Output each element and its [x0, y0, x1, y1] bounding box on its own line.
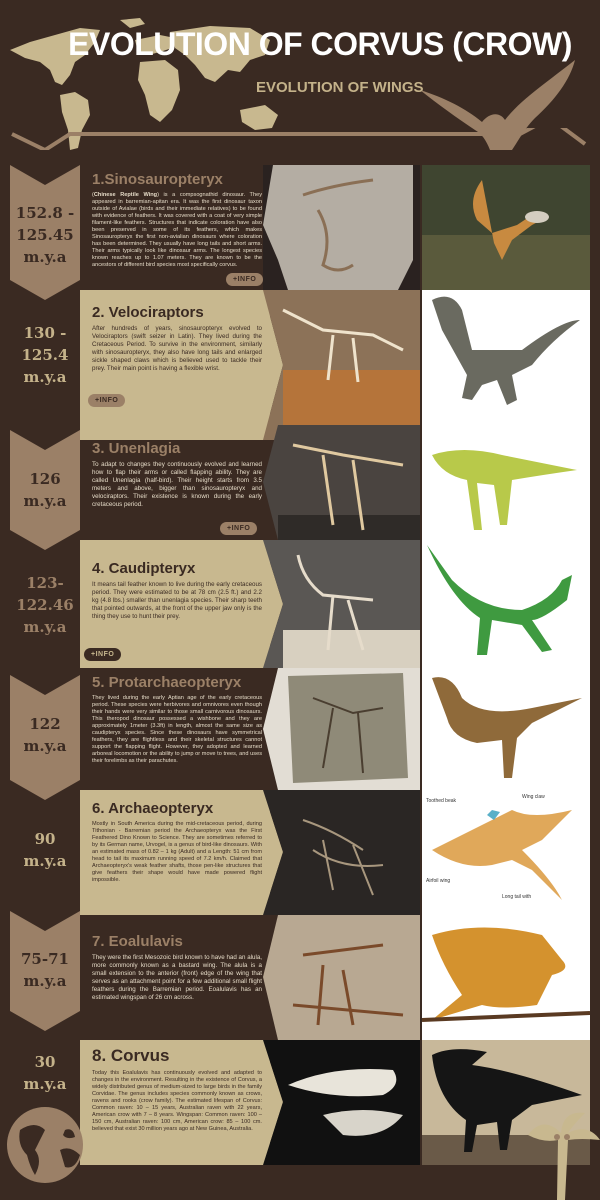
- species-description: Mostly in South America during the mid-cretaceous period, during Tithonian - Barremian period the Archaeopteryx was the First Feathered Dino Known to Science. They are sometimes referred to by its German name, Urvogel, is a genus of bird-like dinosaurs. With an estimated mass of 0.82 – 1 kg (Adult) and a Length: 51 cm from head to tail its maximum running speed of 7.2 km/h. Claimed that Archaeopteryx's weak feather shafts, those pen-like structures that give feathers their shape would have made powered flight impossible.: [92, 821, 262, 883]
- header-divider: [0, 128, 600, 150]
- species-description: After hundreds of years, sinosauropteryx evolved to Velociraptors (swift seizer in Latin). They lived during the Cretaceous Period. To survive in the environment, similarly with sinosauropteryx, they also have long tails and enlarged sickle shaped claws which is believed used to tackle their prey. Their main point is having a flexible wrist.: [92, 325, 262, 372]
- svg-text:Airfoil wing: Airfoil wing: [426, 878, 451, 884]
- species-card-6: [80, 790, 270, 915]
- era-label-7: 75-71 m.y.a: [21, 950, 69, 990]
- header: [0, 0, 600, 150]
- species-title: 5. Protarchaeopteryx: [92, 674, 242, 691]
- timeline-row-8: [80, 1040, 600, 1165]
- species-title: 2. Velociraptors: [92, 304, 204, 321]
- era-label-2: 130 - 125.4 m.y.a: [21, 324, 69, 386]
- archaeopteryx-diagram-6: [422, 790, 590, 915]
- fossil-photo-7: [263, 915, 420, 1040]
- illustration-photo-3: [422, 425, 590, 540]
- illustration-photo-2: [422, 290, 590, 440]
- species-description: It means tail feather known to live during the early cretaceous period. They were estimated to be at 78 cm (2.5 ft.) and 2.2 kg (4.8 lbs.) smaller than unenlagia species. Their sharp teeth that pointed outwards, at the front of the upper jaw only is the thing they use to hunt their prey.: [92, 581, 262, 620]
- skeleton-photo-2: [263, 290, 420, 440]
- timeline-row-1: [80, 165, 600, 290]
- timeline-row-2: [80, 290, 600, 440]
- era-label-3: 126 m.y.a: [23, 470, 67, 510]
- species-card-4: [80, 540, 270, 668]
- species-description: (Chinese Reptile Wing) is a compsognathid dinosaur. They appeared in barremian-apitan era. It was the first dinosaur taxon outside of Avialae (birds and their immediate relatives) to be found with evidence of feathers. It was covered with a coat of very simple filament-like feathers. Structures that indicate coloration have also been preserved in some of its feathers, which makes Sinosauropteryx the first non-avialian dinosaurs where coloration has been determined. They usually have long tails and short arms. Their arms typically look like dinosaur arms. The longest species known reaches up to 1.07 meters. They are known to be the ancestors of different bird species most specifically corvus.: [92, 192, 262, 268]
- timeline-row-6: [80, 790, 600, 915]
- timeline-row-7: [80, 915, 600, 1040]
- info-button-3[interactable]: +INFO: [220, 522, 257, 535]
- era-label-8: 30 m.y.a: [23, 1052, 67, 1093]
- page-title: EVOLUTION OF CORVUS (CROW): [68, 26, 572, 62]
- page-subtitle: EVOLUTION OF WINGS: [256, 79, 424, 96]
- skull-photo-8: [263, 1040, 420, 1165]
- info-button-1[interactable]: +INFO: [226, 273, 263, 286]
- timeline-row-5: [80, 668, 600, 790]
- species-description: To adapt to changes they continuously evolved and learned how to flap their arms or called flapping ability. They are called Unenlagia (half-bird). Their height starts from 3.5 meters and above, bigger than sinosauropteryx and velociraptors. Their existence is known during the early cretaceous period.: [92, 461, 262, 508]
- species-description: Today this Eoalulavis has continuously evolved and adapted to changes in the environment. Resulting in the existence of Corvus, a widely distributed genus of medium-sized to large birds in the family Corvidae. The genus includes species commonly known as crows, ravens and rooks (crow family). The estimated lifespan of Corvus: Common raven: 10 – 15 years, Australian raven with 22 years, American crow with 7 – 8 years. Wingspan: Common raven: 100 – 150 cm, Australian raven: 100 cm, American crow: 85 – 100 cm. believed that exist 30 million years ago at New Guinea, Australia.: [92, 1070, 262, 1132]
- timeline-row-3: [80, 440, 600, 540]
- era-label-4: 123- 122.46 m.y.a: [16, 574, 74, 636]
- species-card-5: [80, 668, 270, 790]
- era-label-1: 152.8 - 125.45 m.y.a: [15, 204, 75, 266]
- species-card-1: [80, 165, 270, 290]
- fossil-photo-1: [263, 165, 420, 290]
- svg-text:Toothed beak: Toothed beak: [426, 798, 457, 804]
- species-title: 7. Eoalulavis: [92, 933, 183, 950]
- species-card-8: [80, 1040, 270, 1165]
- species-title: 1.Sinosauropteryx: [92, 171, 223, 188]
- species-title: 6. Archaeopteryx: [92, 800, 214, 817]
- species-card-7: [80, 915, 270, 1040]
- species-title: 4. Caudipteryx: [92, 560, 196, 577]
- skeleton-photo-3: [263, 425, 420, 540]
- species-description: They lived during the early Aptian age of the early cretaceous period. These species were herbivores and omnivores even though their hands were very similar to those small carnivorous dinosaurs. This theropod dinosaur possessed a wishbone and they are approximately 1meter (3.3ft) in length, almost the same size as caudipteryx species. Since these dinosaurs have symmetrical feathers, they are flightless and their skeletal structures cannot support the flapping flight. However, they adopted and learned arboreal locomotion or the ability to jump or move to trees, and uses their forelimbs as their parachutes.: [92, 695, 262, 764]
- fossil-photo-6: [263, 790, 420, 915]
- timeline-row-4: [80, 540, 600, 668]
- palm-tree-icon: [523, 1105, 600, 1200]
- species-description: They were the first Mesozoic bird known to have had an alula, more commonly known as a bastard wing. The alula is a small extension to the anterior (front) edge of the wing that serves as an attachment point for a few additional small flight feathers during the Barremian period. Eoalulavis has an estimated wingspan of 26 cm across.: [92, 954, 262, 1001]
- species-card-2: [80, 290, 270, 440]
- fossil-photo-5: [263, 668, 420, 790]
- skeleton-photo-4: [263, 540, 420, 668]
- info-button-4[interactable]: +INFO: [84, 648, 121, 661]
- timeline-era-column: [10, 165, 80, 1200]
- svg-text:Long tail with: Long tail with: [502, 894, 532, 900]
- illustration-photo-4: [422, 540, 590, 668]
- info-button-2[interactable]: +INFO: [88, 394, 125, 407]
- species-card-3: [80, 440, 270, 540]
- species-title: 3. Unenlagia: [92, 440, 181, 457]
- globe-icon: [5, 1105, 85, 1185]
- era-label-6: 90 m.y.a: [23, 830, 67, 870]
- illustration-photo-5: [422, 668, 590, 790]
- species-title: 8. Corvus: [92, 1046, 170, 1065]
- reconstruction-photo-1: [422, 165, 590, 290]
- illustration-photo-7: [422, 915, 590, 1040]
- era-label-5: 122 m.y.a: [23, 715, 67, 755]
- svg-text:Wing claw: Wing claw: [522, 794, 545, 800]
